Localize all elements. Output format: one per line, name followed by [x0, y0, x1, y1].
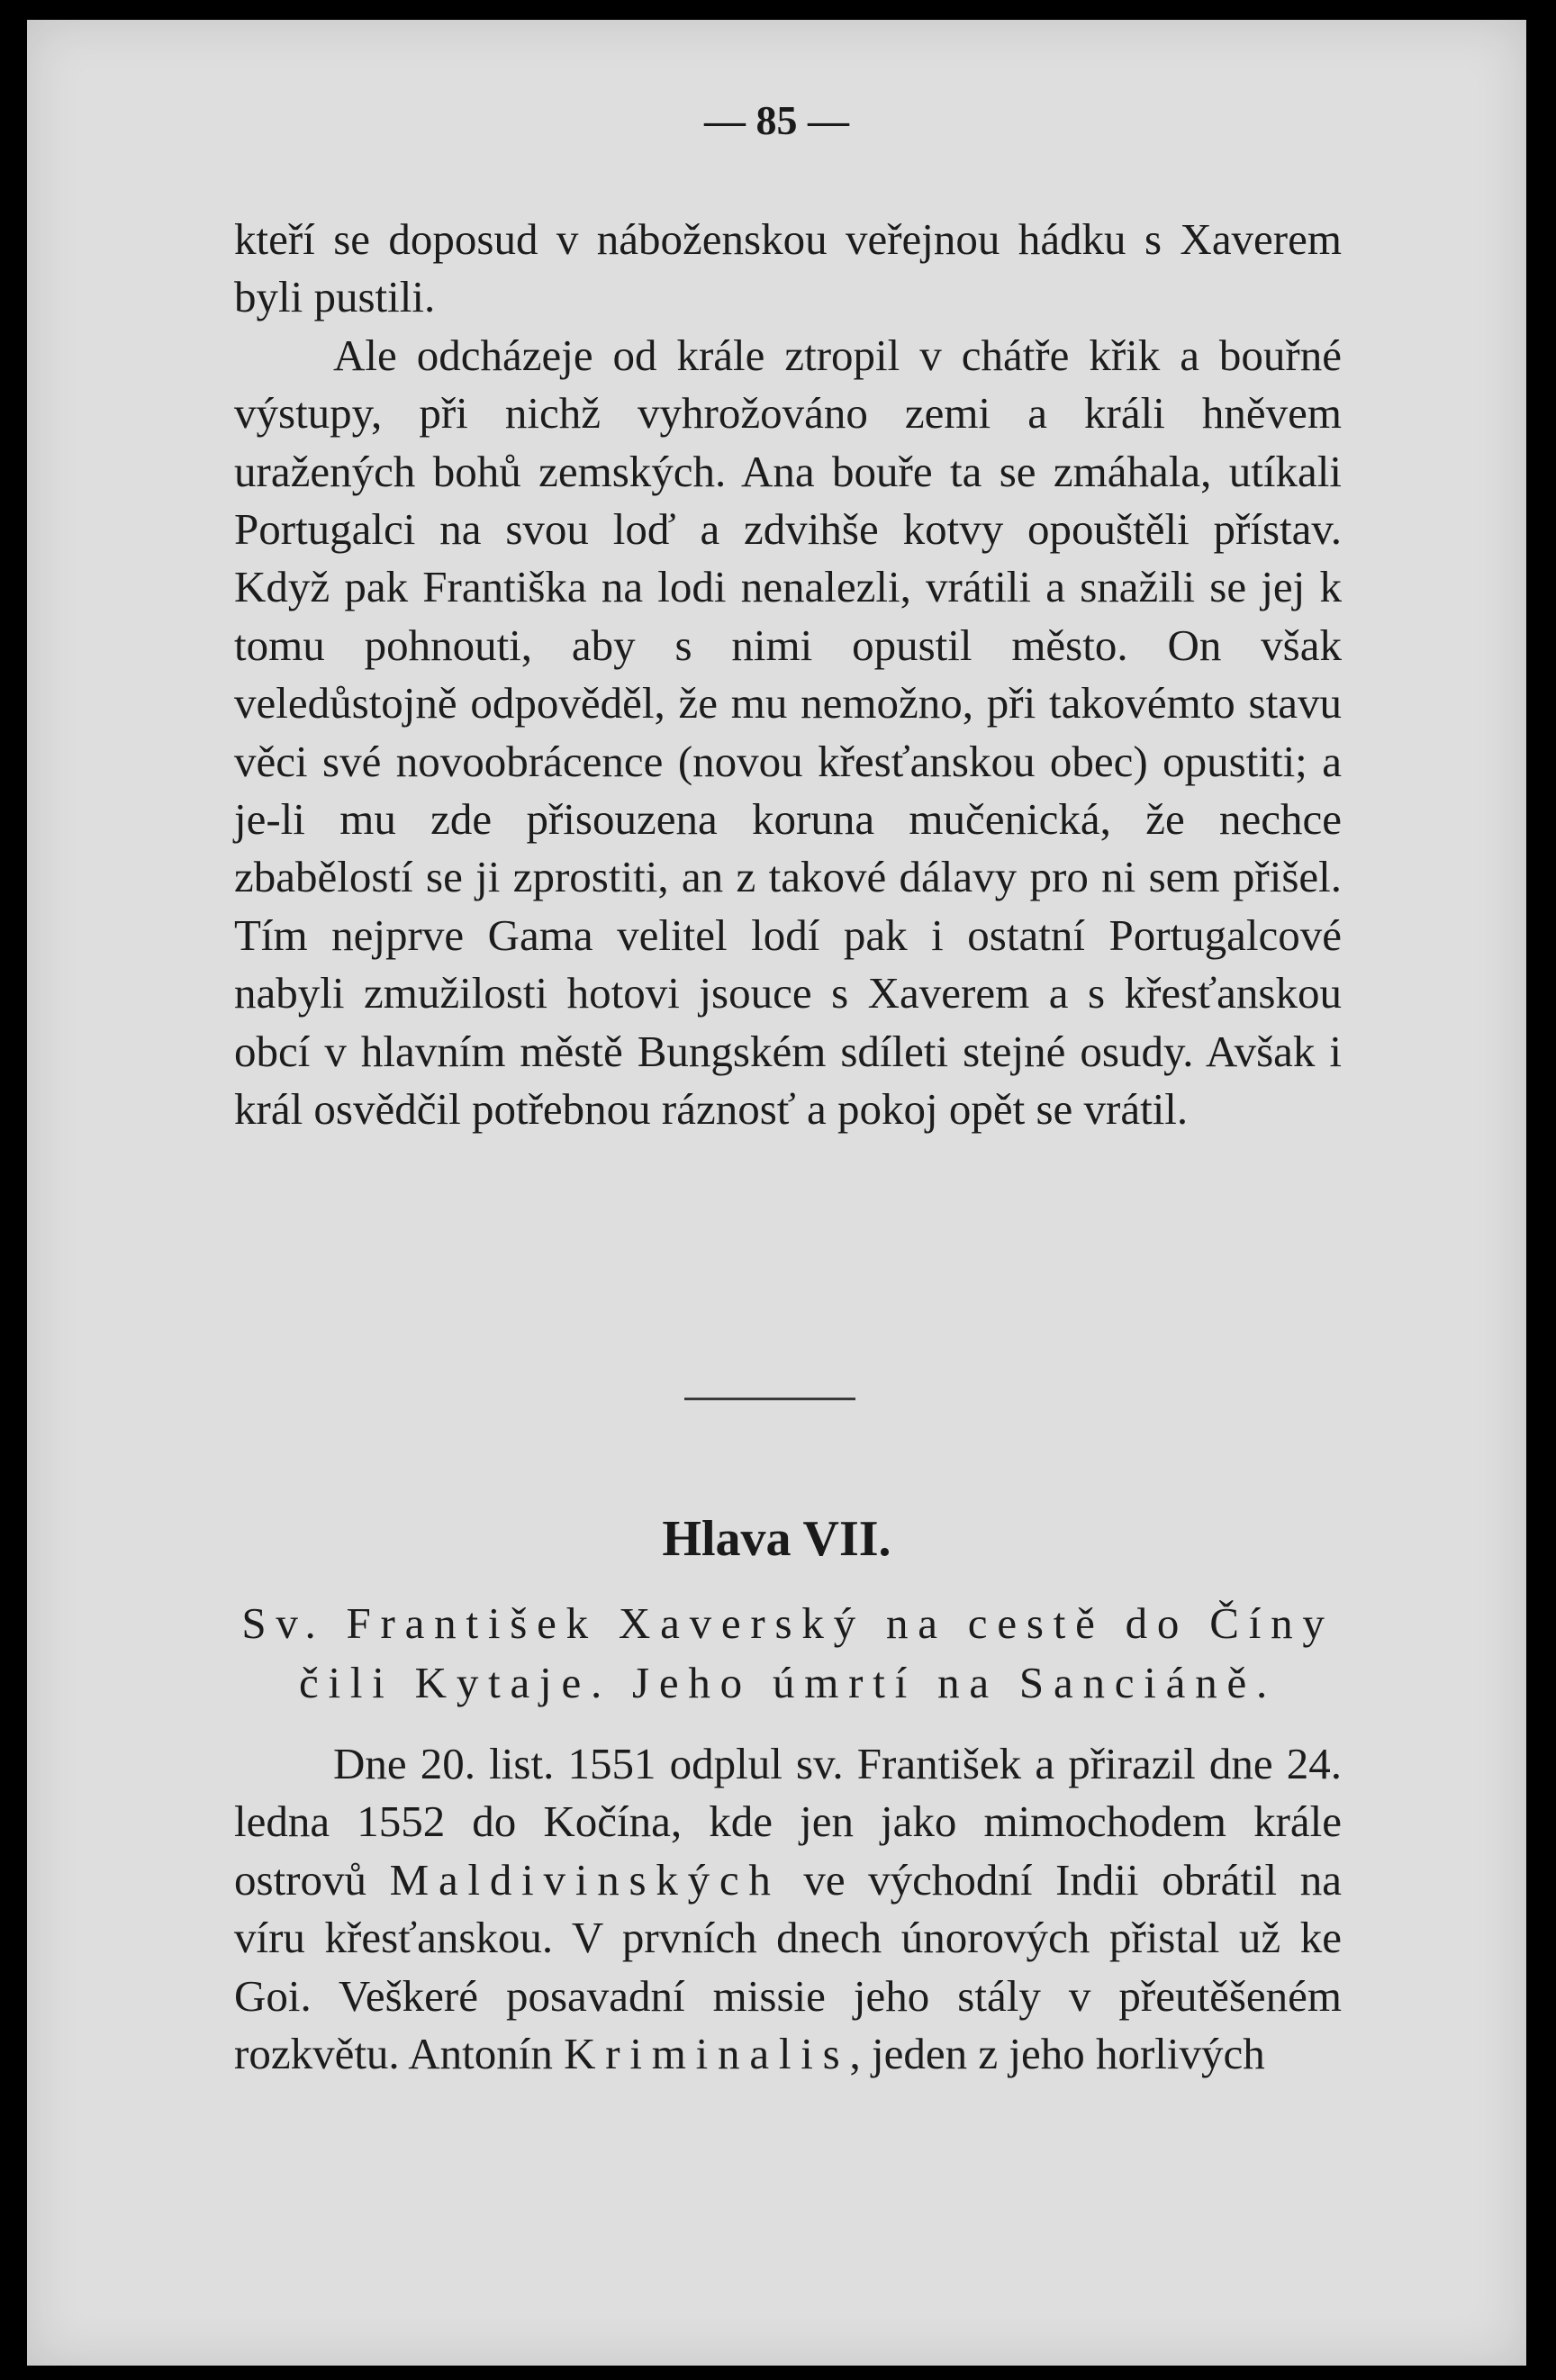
bottom-text-block	[234, 1735, 1342, 2083]
paragraph-departure: Ale odcházeje od krále ztropil v chátře křik a bouřné výstupy, při nichž vyhrožováno zemi a králi hněvem uražených bohů zemských. Ana bouře ta se zmáhala, utíkali Portugalci na svou loď a zdvihše kotvy opouštěli přístav. Když pak Františka na lodi nenalezli, vrátili a snažili se jej k tomu pohnouti, aby s nimi opustil město. On však veledůstojně odpověděl, že mu nemožno, při takovémto stavu věci své novoobrácence (novou křesťanskou obec) opustiti; a je-li mu zde přisouzena koruna mučenická, že nechce zbabělostí se ji zprostiti, an z takové dálavy pro ni sem přišel. Tím nejprve Gama velitel lodí pak i ostatní Portugalcové nabyli zmužilosti hotovi jsouce s Xaverem a s křesťanskou obcí v hlavním městě Bungském sdíleti stejné osudy. Avšak i král osvědčil potřebnou ráznosť a pokoj opět se vrátil.	[234, 330, 1342, 1135]
book-page	[27, 20, 1526, 2366]
paragraph-continuation: kteří se doposud v náboženskou veřejnou hádku s Xaverem byli pustili.	[234, 214, 1342, 322]
paragraph-voyage	[234, 1735, 1342, 2083]
top-text-block	[234, 211, 1342, 1139]
voyage-text-3: , jeden z jeho horlivých	[849, 2029, 1265, 2079]
section-divider	[684, 1398, 855, 1400]
voyage-text-2: ve východní Indii obrátil na víru křesťanskou. V prvních dnech únorových přistal už ke Goi. Veškeré posavadní missie jeho stály v přeutěšeném rozkvětu. Antonín	[234, 1854, 1342, 2079]
maldives-name: Maldivinských	[389, 1854, 781, 1905]
chapter-subtitle: Sv. František Xaverský na cestě do Číny čili Kytaje. Jeho úmrtí na Sanciáně.	[241, 1598, 1334, 1707]
chapter-heading: Hlava VII.	[662, 1511, 891, 1567]
kriminalis-name: Kriminalis	[564, 2029, 850, 2079]
voyage-text-1: Dne 20. list. 1551 odplul sv. František a přirazil dne 24. ledna 1552 do Kočína, kde jen jako mimochodem krále ostrovů	[234, 1739, 1342, 1905]
page-number: — 85 —	[704, 97, 849, 143]
